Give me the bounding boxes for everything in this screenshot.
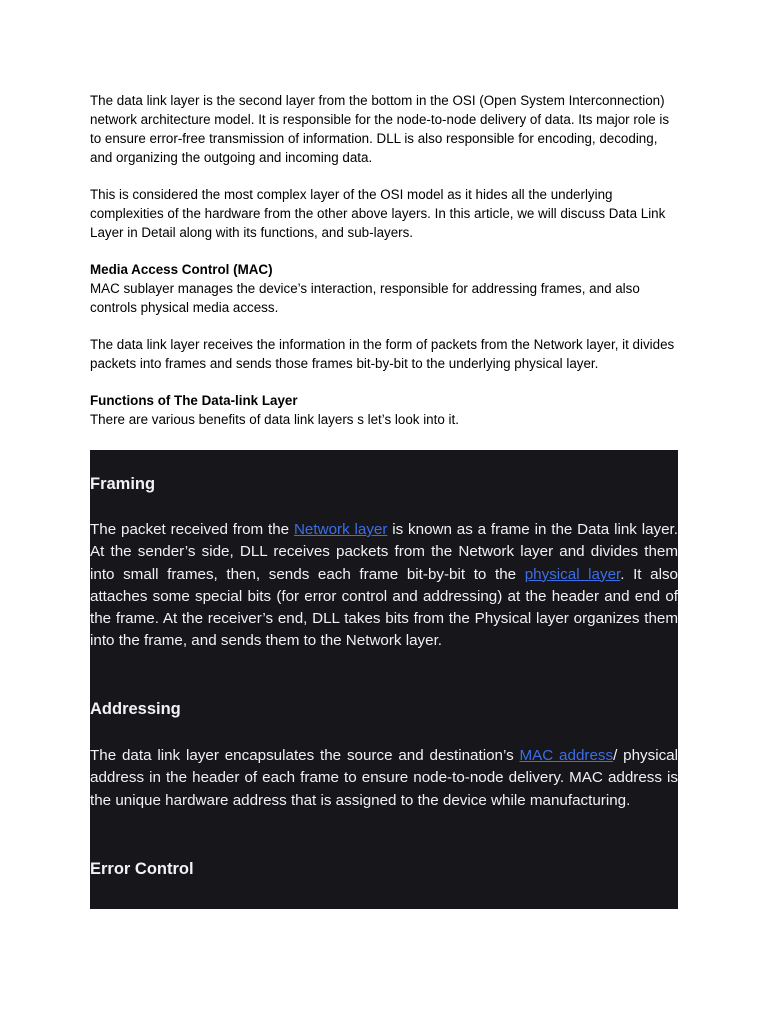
intro-paragraph-1: The data link layer is the second layer from the bottom in the OSI (Open System Interconnection) network architecture model. It is responsible for the node-to-node delivery of data. Its major role is to ensure error-free transmission of information. DLL is also responsible for encoding, decoding, and organizing the outgoing and incoming data.: [90, 93, 670, 165]
functions-text: There are various benefits of data link layers s let’s look into it.: [90, 412, 459, 427]
addressing-text-a: The data link layer encapsulates the source and destination’s: [90, 747, 520, 764]
article-intro: [90, 91, 678, 429]
framing-paragraph: [90, 519, 678, 653]
intro-paragraph-3: The data link layer receives the information in the form of packets from the Network layer, it divides packets into frames and sends those frames bit-by-bit to the underlying physical layer.: [90, 337, 675, 371]
framing-text-a: The packet received from the: [90, 521, 294, 538]
physical-layer-link[interactable]: physical layer: [524, 565, 621, 583]
intro-paragraph-2: This is considered the most complex layer of the OSI model as it hides all the underlying complexities of the hardware from the other above layers. In this article, we will discuss Data Link Layer in Detail along with its functions, and sub-layers.: [90, 187, 666, 240]
functions-heading: Functions of The Data-link Layer: [90, 393, 298, 408]
network-layer-link[interactable]: Network layer: [293, 521, 388, 538]
framing-heading: Framing: [90, 475, 156, 493]
mac-heading: Media Access Control (MAC): [90, 262, 273, 277]
addressing-text-b: / physical address in the header of each frame to ensure node-to-node delivery. MAC address is the unique hardware address that is assigned to the device while manufacturing.: [90, 747, 678, 809]
addressing-paragraph: [90, 745, 678, 812]
framing-text-c: . It also attaches some special bits (for error control and addressing) at the header and end of the frame. At the receiver’s end, DLL takes bits from the Physical layer organizes them into the frame, and sends them to the Network layer.: [90, 565, 678, 650]
mac-address-link[interactable]: MAC address: [519, 747, 614, 764]
addressing-heading: Addressing: [90, 700, 181, 718]
dark-content-panel: [90, 450, 678, 909]
mac-text: MAC sublayer manages the device’s interaction, responsible for addressing frames, and also controls physical media access.: [90, 281, 640, 315]
error-control-heading: Error Control: [90, 860, 194, 878]
framing-text-b: is known as a frame in the Data link layer. At the sender’s side, DLL receives packets from the Network layer and divides them into small frames, then, sends each frame bit-by-bit to the: [90, 521, 678, 583]
